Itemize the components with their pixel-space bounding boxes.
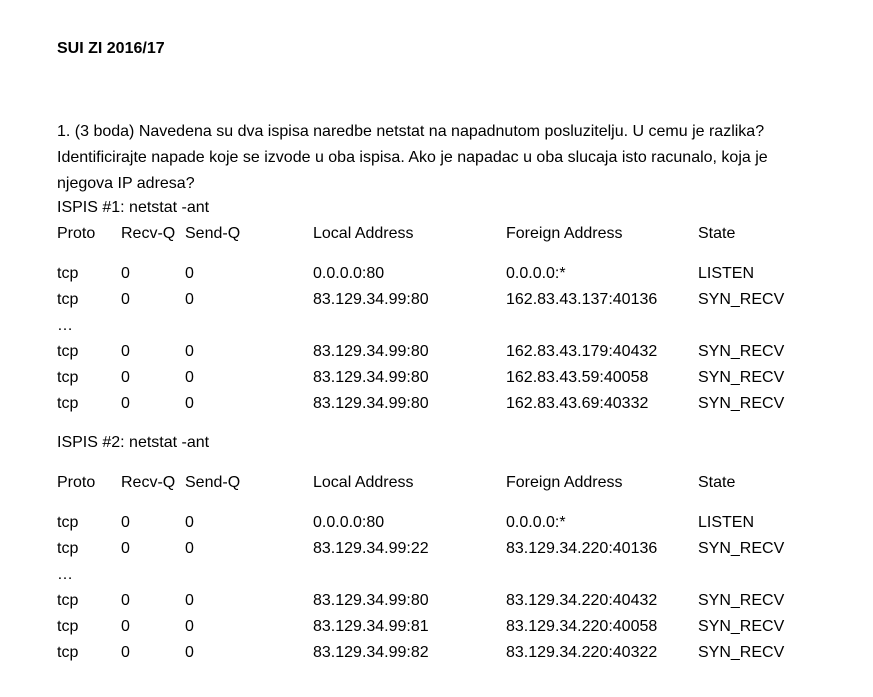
cell-proto: tcp — [57, 618, 79, 635]
cell-recvq: 0 — [121, 514, 130, 531]
table-header-row — [57, 223, 857, 245]
table-row — [57, 393, 857, 415]
cell-recvq: 0 — [121, 395, 130, 412]
cell-local-address: 83.129.34.99:80 — [313, 343, 429, 360]
cell-sendq: 0 — [185, 618, 194, 635]
header-foreign-address: Foreign Address — [506, 225, 623, 242]
row-ellipsis: … — [57, 566, 73, 583]
cell-state: SYN_RECV — [698, 540, 785, 557]
cell-foreign-address: 0.0.0.0:* — [506, 514, 566, 531]
cell-recvq: 0 — [121, 592, 130, 609]
cell-recvq: 0 — [121, 540, 130, 557]
cell-recvq: 0 — [121, 644, 130, 661]
table-row — [57, 642, 857, 664]
cell-state: SYN_RECV — [698, 291, 785, 308]
table-row — [57, 512, 857, 534]
cell-local-address: 0.0.0.0:80 — [313, 514, 385, 531]
header-state: State — [698, 225, 736, 242]
header-foreign-address: Foreign Address — [506, 474, 623, 491]
cell-local-address: 83.129.34.99:80 — [313, 592, 429, 609]
cell-sendq: 0 — [185, 291, 194, 308]
cell-foreign-address: 83.129.34.220:40136 — [506, 540, 658, 557]
question-line: njegova IP adresa? — [57, 175, 195, 192]
cell-proto: tcp — [57, 369, 79, 386]
header-local-address: Local Address — [313, 474, 414, 491]
listing-title: ISPIS #2: netstat -ant — [57, 434, 210, 451]
cell-proto: tcp — [57, 514, 79, 531]
cell-recvq: 0 — [121, 343, 130, 360]
question-text — [57, 119, 857, 197]
cell-state: SYN_RECV — [698, 592, 785, 609]
document-title: SUI ZI 2016/17 — [57, 40, 165, 57]
cell-foreign-address: 162.83.43.69:40332 — [506, 395, 649, 412]
cell-recvq: 0 — [121, 618, 130, 635]
header-local-address: Local Address — [313, 225, 414, 242]
cell-sendq: 0 — [185, 592, 194, 609]
header-sendq: Send-Q — [185, 474, 241, 491]
cell-proto: tcp — [57, 395, 79, 412]
cell-proto: tcp — [57, 291, 79, 308]
cell-foreign-address: 83.129.34.220:40322 — [506, 644, 658, 661]
question-line: Identificirajte napade koje se izvode u oba ispisa. Ako je napadac u oba slucaja isto racunalo, koja je — [57, 149, 768, 166]
table-row — [57, 341, 857, 363]
cell-state: SYN_RECV — [698, 618, 785, 635]
cell-proto: tcp — [57, 644, 79, 661]
cell-sendq: 0 — [185, 369, 194, 386]
cell-state: SYN_RECV — [698, 644, 785, 661]
cell-local-address: 83.129.34.99:80 — [313, 395, 429, 412]
header-state: State — [698, 474, 736, 491]
table-row — [57, 367, 857, 389]
table-header-row — [57, 472, 857, 494]
cell-proto: tcp — [57, 265, 79, 282]
cell-local-address: 83.129.34.99:80 — [313, 369, 429, 386]
cell-state: LISTEN — [698, 514, 755, 531]
cell-recvq: 0 — [121, 369, 130, 386]
cell-recvq: 0 — [121, 265, 130, 282]
question-line: 1. (3 boda) Navedena su dva ispisa naredbe netstat na napadnutom posluzitelju. U cemu je razlika? — [57, 123, 765, 140]
cell-sendq: 0 — [185, 343, 194, 360]
table-row — [57, 538, 857, 560]
listing-title: ISPIS #1: netstat -ant — [57, 199, 210, 216]
cell-local-address: 83.129.34.99:22 — [313, 540, 429, 557]
cell-state: SYN_RECV — [698, 395, 785, 412]
cell-local-address: 0.0.0.0:80 — [313, 265, 385, 282]
cell-recvq: 0 — [121, 291, 130, 308]
header-sendq: Send-Q — [185, 225, 241, 242]
cell-sendq: 0 — [185, 265, 194, 282]
cell-local-address: 83.129.34.99:81 — [313, 618, 429, 635]
cell-sendq: 0 — [185, 395, 194, 412]
cell-foreign-address: 83.129.34.220:40432 — [506, 592, 658, 609]
row-ellipsis: … — [57, 317, 73, 334]
cell-foreign-address: 83.129.34.220:40058 — [506, 618, 658, 635]
table-row — [57, 289, 857, 311]
table-row — [57, 263, 857, 285]
cell-foreign-address: 162.83.43.137:40136 — [506, 291, 658, 308]
table-row — [57, 590, 857, 612]
cell-state: SYN_RECV — [698, 369, 785, 386]
cell-local-address: 83.129.34.99:82 — [313, 644, 429, 661]
cell-proto: tcp — [57, 343, 79, 360]
cell-state: SYN_RECV — [698, 343, 785, 360]
header-proto: Proto — [57, 474, 96, 491]
cell-proto: tcp — [57, 592, 79, 609]
cell-sendq: 0 — [185, 540, 194, 557]
header-recvq: Recv-Q — [121, 225, 176, 242]
cell-foreign-address: 162.83.43.59:40058 — [506, 369, 649, 386]
cell-sendq: 0 — [185, 644, 194, 661]
cell-local-address: 83.129.34.99:80 — [313, 291, 429, 308]
header-recvq: Recv-Q — [121, 474, 176, 491]
cell-sendq: 0 — [185, 514, 194, 531]
cell-state: LISTEN — [698, 265, 755, 282]
table-row — [57, 616, 857, 638]
cell-foreign-address: 162.83.43.179:40432 — [506, 343, 658, 360]
cell-foreign-address: 0.0.0.0:* — [506, 265, 566, 282]
header-proto: Proto — [57, 225, 96, 242]
cell-proto: tcp — [57, 540, 79, 557]
